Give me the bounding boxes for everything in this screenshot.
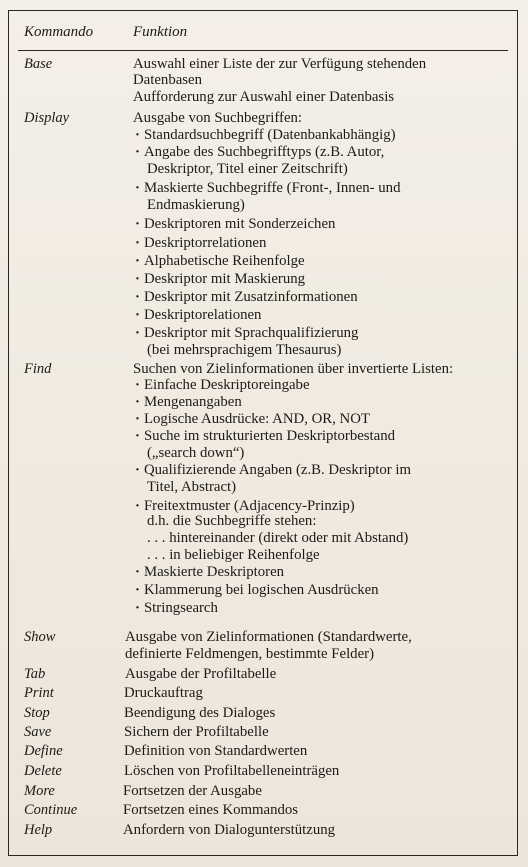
function-line-find: · Qualifizierende Angaben (z.B. Deskriptor im: [135, 462, 411, 478]
function-line-show: Ausgabe von Zielinformationen (Standardwerte,: [125, 629, 412, 645]
function-line-find: Titel, Abstract): [147, 479, 237, 495]
function-line-help: Anfordern von Dialogunterstützung: [123, 822, 336, 838]
command-tab: Tab: [24, 666, 46, 682]
function-line-display: · Maskierte Suchbegriffe (Front-, Innen- und: [135, 180, 400, 196]
function-line-more: Fortsetzen der Ausgabe: [123, 783, 262, 799]
command-stop: Stop: [24, 705, 50, 721]
function-line-display: · Deskriptorrelationen: [135, 235, 266, 251]
function-line-display: Endmaskierung): [147, 197, 245, 213]
function-line-display: · Deskriptor mit Zusatzinformationen: [135, 289, 358, 305]
function-line-delete: Löschen von Profiltabelleneinträgen: [124, 763, 340, 779]
command-print: Print: [24, 685, 54, 701]
function-line-base: Datenbasen: [133, 72, 203, 88]
function-line-find: · Freitextmuster (Adjacency-Prinzip): [135, 498, 355, 514]
command-continue: Continue: [24, 802, 78, 818]
function-line-display: · Deskriptor mit Maskierung: [135, 271, 305, 287]
function-line-display: · Angabe des Suchbegrifftyps (z.B. Autor,: [135, 144, 384, 160]
function-line-find: · Einfache Deskriptoreingabe: [135, 377, 310, 393]
function-line-define: Definition von Standardwerten: [124, 743, 308, 759]
function-line-base: Auswahl einer Liste der zur Verfügung stehenden: [133, 56, 427, 72]
command-delete: Delete: [24, 763, 62, 779]
function-line-find: Suchen von Zielinformationen über invertierte Listen:: [133, 361, 454, 377]
function-line-show: definierte Feldmengen, bestimmte Felder): [125, 646, 375, 662]
function-line-find: . . . hintereinander (direkt oder mit Abstand): [147, 530, 409, 546]
function-line-display: · Deskriptor mit Sprachqualifizierung: [135, 325, 358, 341]
function-line-display: Deskriptor, Titel einer Zeitschrift): [147, 161, 348, 177]
function-line-stop: Beendigung des Dialoges: [124, 705, 276, 721]
function-line-tab: Ausgabe der Profiltabelle: [125, 666, 277, 682]
header-divider: [18, 50, 508, 51]
function-line-find: · Maskierte Deskriptoren: [135, 564, 284, 580]
header-funktion: Funktion: [133, 24, 188, 40]
function-line-find: · Logische Ausdrücke: AND, OR, NOT: [135, 411, 370, 427]
function-line-display: Ausgabe von Suchbegriffen:: [133, 110, 303, 126]
function-line-continue: Fortsetzen eines Kommandos: [123, 802, 299, 818]
function-line-find: · Suche im strukturierten Deskriptorbestand: [135, 428, 395, 444]
function-line-display: (bei mehrsprachigem Thesaurus): [147, 342, 342, 358]
function-line-display: · Alphabetische Reihenfolge: [135, 253, 305, 269]
command-find: Find: [24, 361, 52, 377]
function-line-display: · Deskriptoren mit Sonderzeichen: [135, 216, 335, 232]
function-line-save: Sichern der Profiltabelle: [124, 724, 269, 740]
command-more: More: [24, 783, 55, 799]
function-line-display: · Deskriptorelationen: [135, 307, 261, 323]
command-base: Base: [24, 56, 53, 72]
function-line-find: · Mengenangaben: [135, 394, 242, 410]
command-define: Define: [24, 743, 63, 759]
function-line-display: · Standardsuchbegriff (Datenbankabhängig): [135, 127, 396, 143]
function-line-find: · Klammerung bei logischen Ausdrücken: [135, 582, 379, 598]
function-line-find: („search down“): [147, 445, 245, 461]
command-show: Show: [24, 629, 56, 645]
function-line-find: d.h. die Suchbegriffe stehen:: [147, 513, 317, 529]
function-line-print: Druckauftrag: [124, 685, 203, 701]
command-display: Display: [24, 110, 70, 126]
header-kommando: Kommando: [24, 24, 94, 40]
function-line-find: . . . in beliebiger Reihenfolge: [147, 547, 320, 563]
command-save: Save: [24, 724, 52, 740]
function-line-find: · Stringsearch: [135, 600, 218, 616]
command-help: Help: [24, 822, 53, 838]
function-line-base: Aufforderung zur Auswahl einer Datenbasis: [133, 89, 395, 105]
